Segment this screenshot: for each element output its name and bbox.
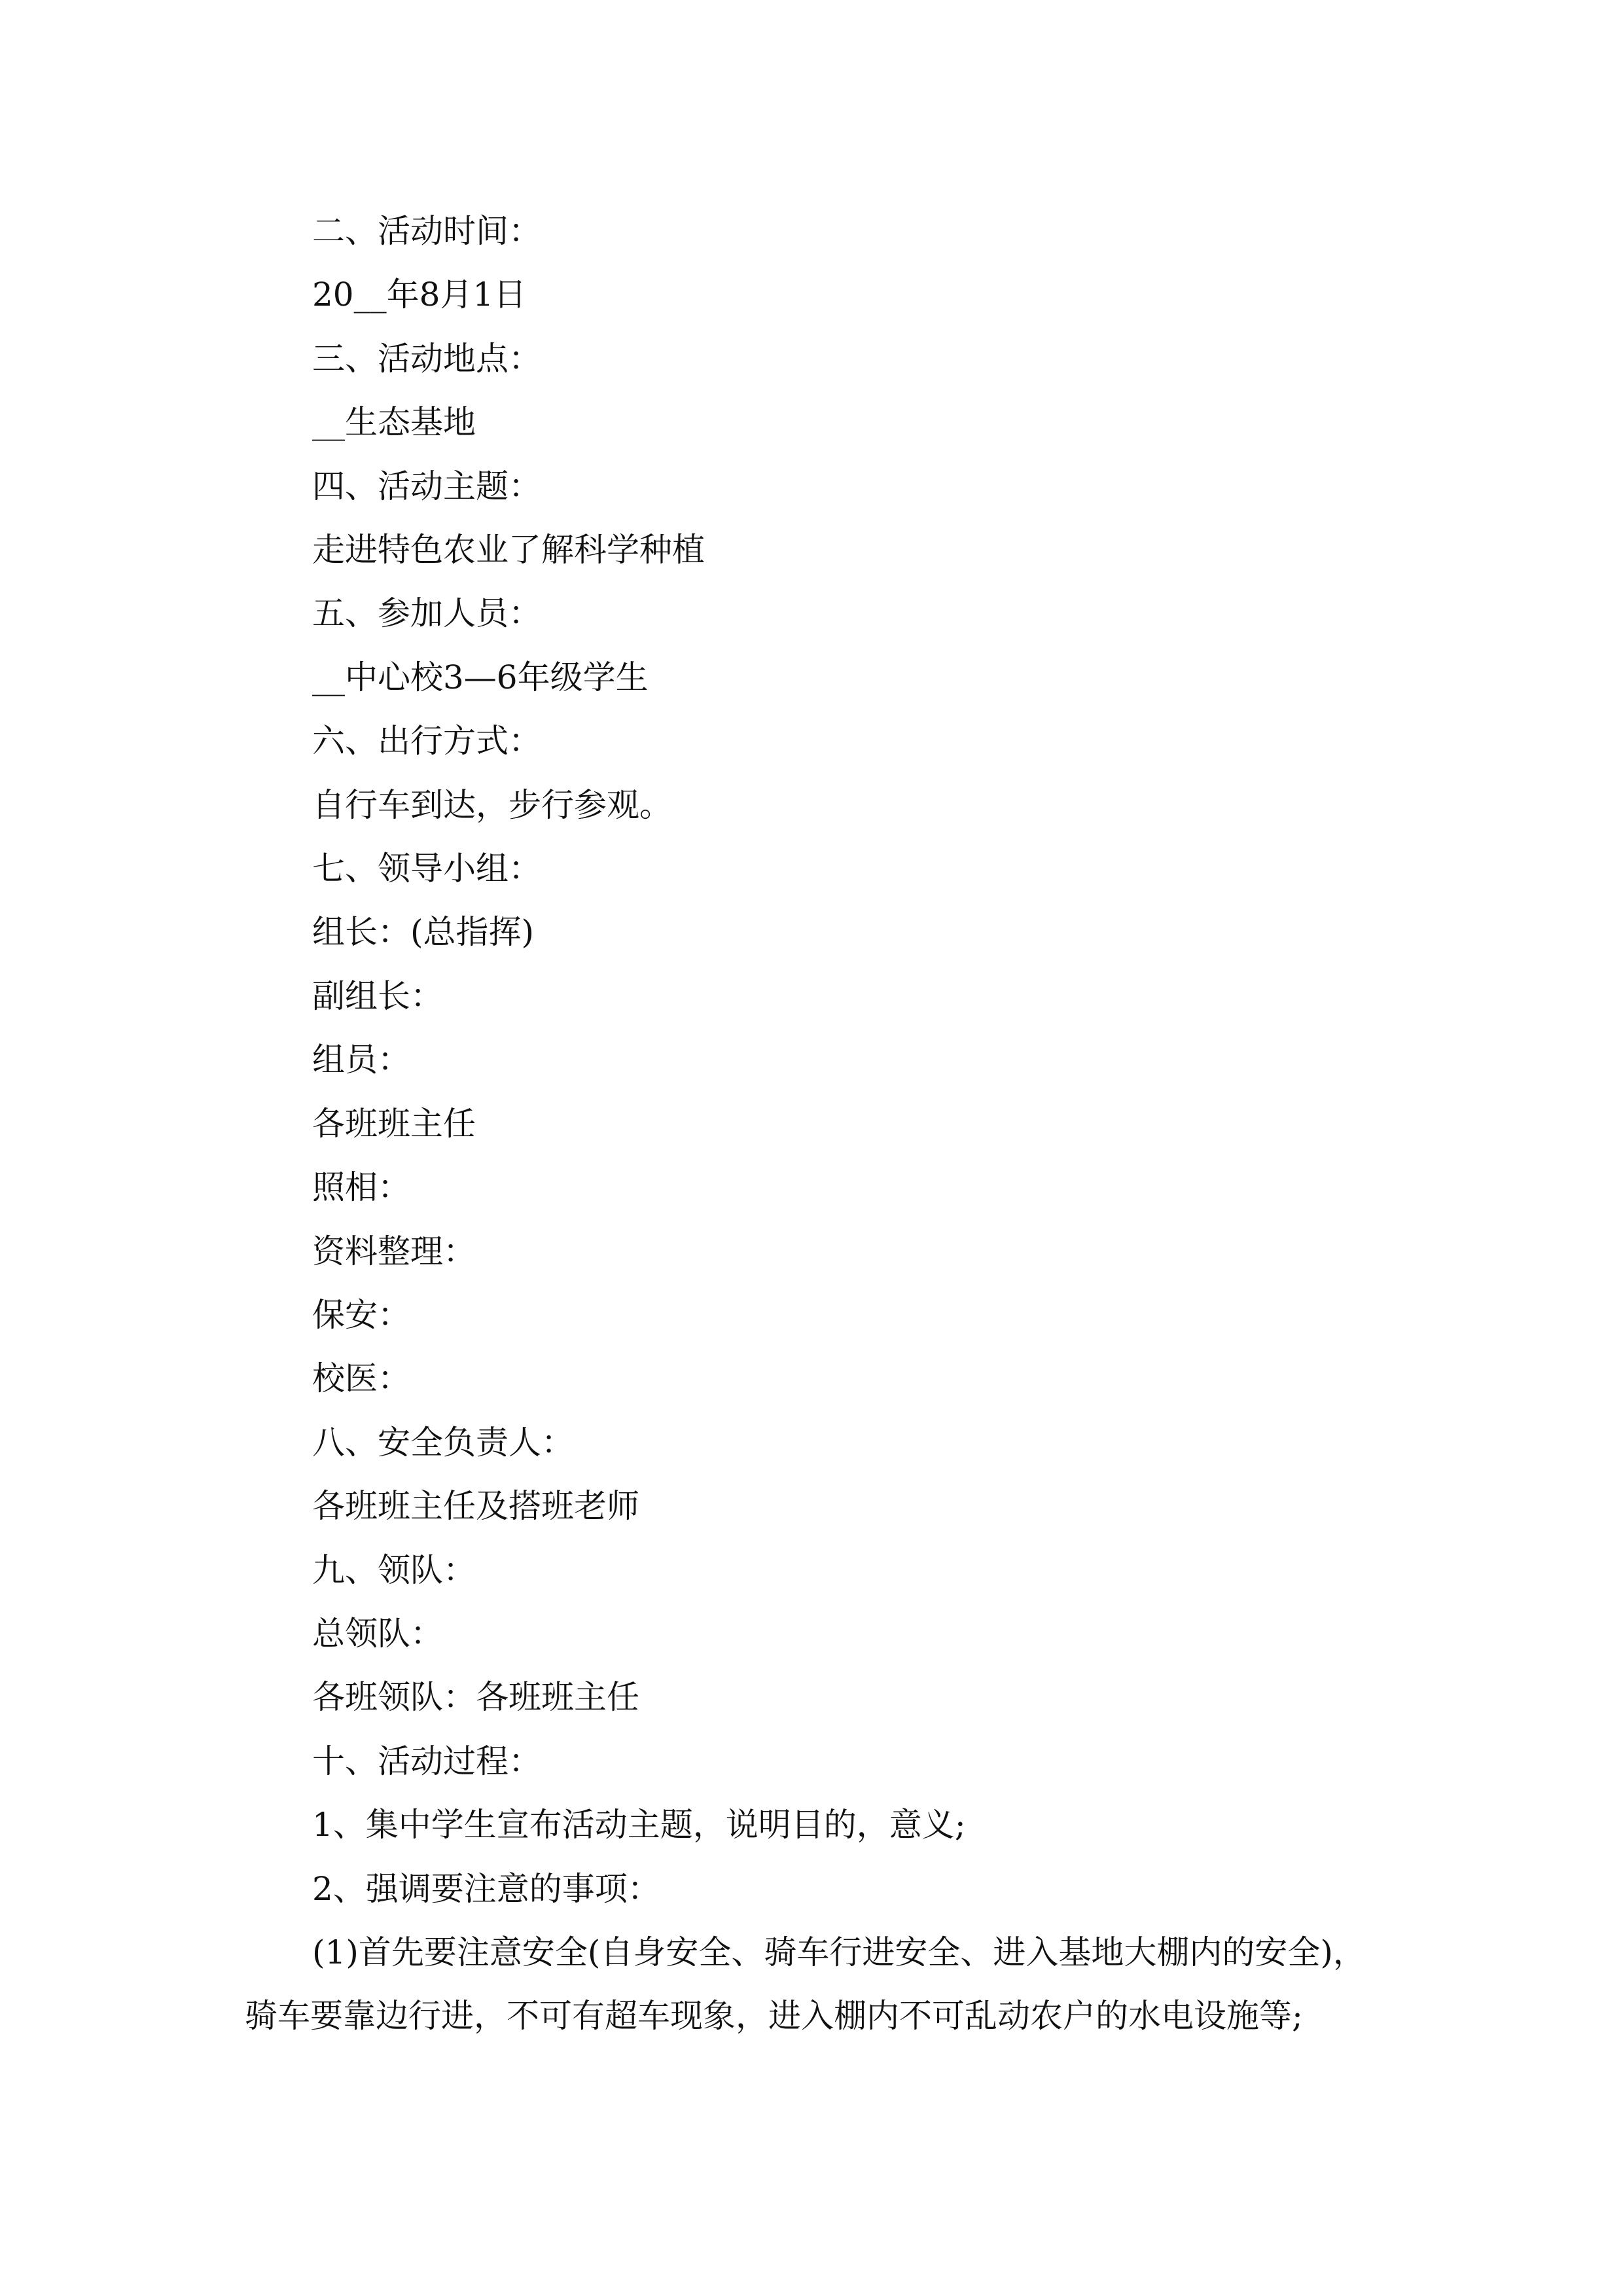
security: 保安：	[312, 1295, 410, 1334]
process-step-2: 2、强调要注意的事项：	[312, 1869, 660, 1908]
school-doctor: 校医：	[312, 1359, 410, 1398]
heading-activity-process: 十、活动过程：	[312, 1742, 541, 1780]
documentation: 资料整理：	[312, 1232, 476, 1270]
photography: 照相：	[312, 1168, 410, 1207]
activity-theme: 走进特色农业了解科学种植	[312, 531, 705, 569]
group-leader: 组长：(总指挥)	[312, 913, 535, 952]
heading-activity-theme: 四、活动主题：	[312, 467, 541, 505]
participants: __中心校3—6年级学生	[312, 658, 649, 696]
heading-activity-time: 二、活动时间：	[312, 212, 541, 250]
heading-participants: 五、参加人员：	[312, 594, 541, 633]
class-team-leaders: 各班领队：各班班主任	[312, 1678, 639, 1717]
heading-team-leaders: 九、领队：	[312, 1551, 476, 1589]
heading-leadership-group: 七、领导小组：	[312, 850, 541, 888]
heading-safety-officer: 八、安全负责人：	[312, 1423, 574, 1462]
travel-mode: 自行车到达，步行参观。	[312, 785, 672, 824]
chief-team-leader: 总领队：	[312, 1614, 443, 1653]
heading-activity-location: 三、活动地点：	[312, 339, 541, 378]
process-step-1: 1、集中学生宣布活动主题，说明目的，意义;	[312, 1806, 966, 1844]
class-teachers: 各班班主任	[312, 1104, 476, 1143]
group-members: 组员：	[312, 1041, 410, 1079]
document-body	[245, 200, 1423, 2049]
activity-location: __生态基地	[312, 403, 476, 442]
deputy-leader: 副组长：	[312, 977, 443, 1015]
safety-officers: 各班班主任及搭班老师	[312, 1487, 639, 1526]
activity-date: 20__年8月1日	[312, 276, 527, 314]
heading-travel-mode: 六、出行方式：	[312, 722, 541, 761]
safety-notice-paragraph: (1)首先要注意安全(自身安全、骑车行进安全、进入基地大棚内的安全)，骑车要靠边行进，不可有超车现象，进入棚内不可乱动农户的水电设施等;	[245, 1933, 1366, 2036]
